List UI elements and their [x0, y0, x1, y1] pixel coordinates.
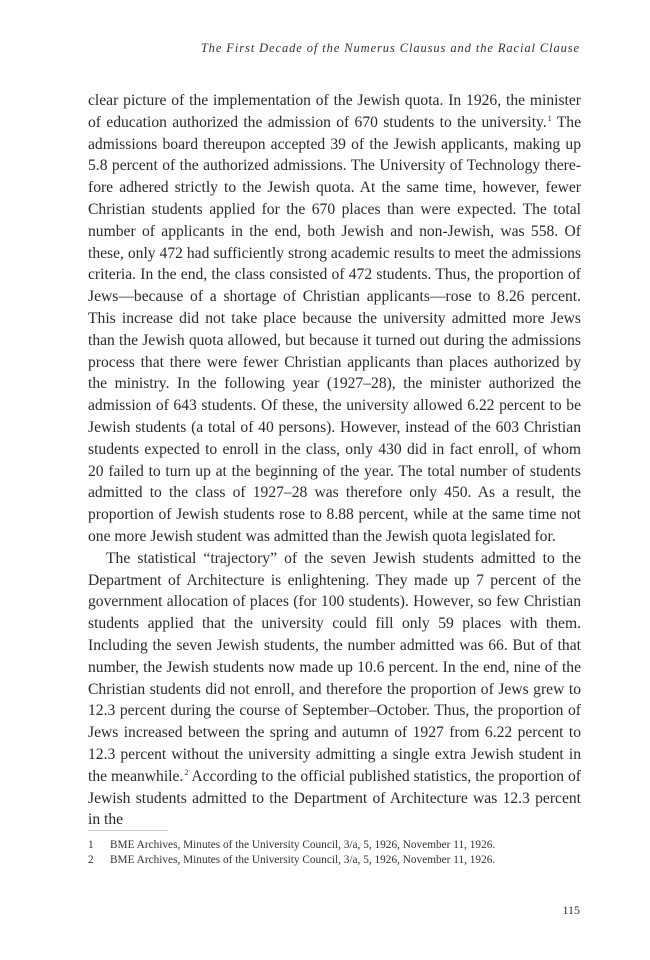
footnote-ref-2[interactable]: 2 — [184, 767, 189, 777]
paragraph-2-text-b: According to the official published statistics, the proportion of Jewish students admitted to the Department of Architecture was 12.3 percent in the — [88, 767, 581, 829]
paragraph-2 — [88, 548, 581, 831]
footnote-number: 2 — [88, 854, 94, 866]
body-text — [88, 90, 581, 831]
footnote-text: BME Archives, Minutes of the University Council, 3/a, 5, 1926, November 11, 1926. — [110, 854, 496, 866]
footnote-ref-1[interactable]: 1 — [547, 113, 552, 123]
running-header: The First Decade of the Numerus Clausus and the Racial Clause — [200, 41, 580, 55]
page-number: 115 — [562, 903, 580, 917]
paragraph-1 — [88, 90, 581, 548]
paragraph-1-text-a: clear picture of the implementation of the Jewish quota. In 1926, the minister of education authorized the admission of 670 students to the university. — [88, 92, 581, 131]
footnote-1 — [88, 838, 581, 853]
footnote-2 — [88, 853, 581, 868]
footnote-number: 1 — [88, 839, 94, 851]
paragraph-2-text-a: The statistical “trajectory” of the seven Jewish students admitted to the Department of Architecture is enlightening. They made up 7 percent of the government allocation of places (for 100 students). However, so few Christian students applied that the university could fill only 59 places with them. Including the seven Jewish students, the number admitted was 66. But of that number, the Jewish students now made up 10.6 percent. In the end, nine of the Christian students did not enroll, and therefore the proportion of Jews grew to 12.3 percent during the course of September–October. Thus, the proportion of Jews increased between the spring and autumn of 1927 from 6.22 percent to 12.3 percent without the university admitting a single extra Jewish student in the meanwhile. — [88, 549, 581, 785]
paragraph-1-text-b: The admissions board thereupon accepted 39 of the Jewish applicants, making up 5.8 percent of the authorized admissions. The University of Technology therefore adhered strictly to the Jewish quota. At the same time, however, fewer Christian students applied for the 670 places than were expected. The total number of applicants in the end, both Jewish and non-Jewish, was 558. Of these, only 472 had sufficiently strong academic results to meet the admissions criteria. In the end, the class consisted of 472 students. Thus, the proportion of Jews—because of a shortage of Christian applicants—rose to 8.26 percent. This increase did not take place because the university admitted more Jews than the Jewish quota allowed, but because it turned out during the admissions process that there were fewer Christian applicants than places authorized by the ministry. In the following year (1927–28), the minister authorized the admission of 643 students. Of these, the university allowed 6.22 percent to be Jewish students (a total of 40 persons). However, instead of the 603 Christian students expected to enroll in the class, only 430 did in fact enroll, of whom 20 failed to turn up at the beginning of the year. The total number of students admitted to the class of 1927–28 was therefore only 450. As a result, the proportion of Jewish students rose to 8.88 percent, while at the same time not one more Jewish student was admitted than the Jewish quota legislated for. — [88, 113, 581, 545]
footnote-divider — [88, 830, 168, 831]
footnote-text: BME Archives, Minutes of the University Council, 3/a, 5, 1926, November 11, 1926. — [110, 839, 496, 851]
footnotes — [88, 838, 581, 868]
